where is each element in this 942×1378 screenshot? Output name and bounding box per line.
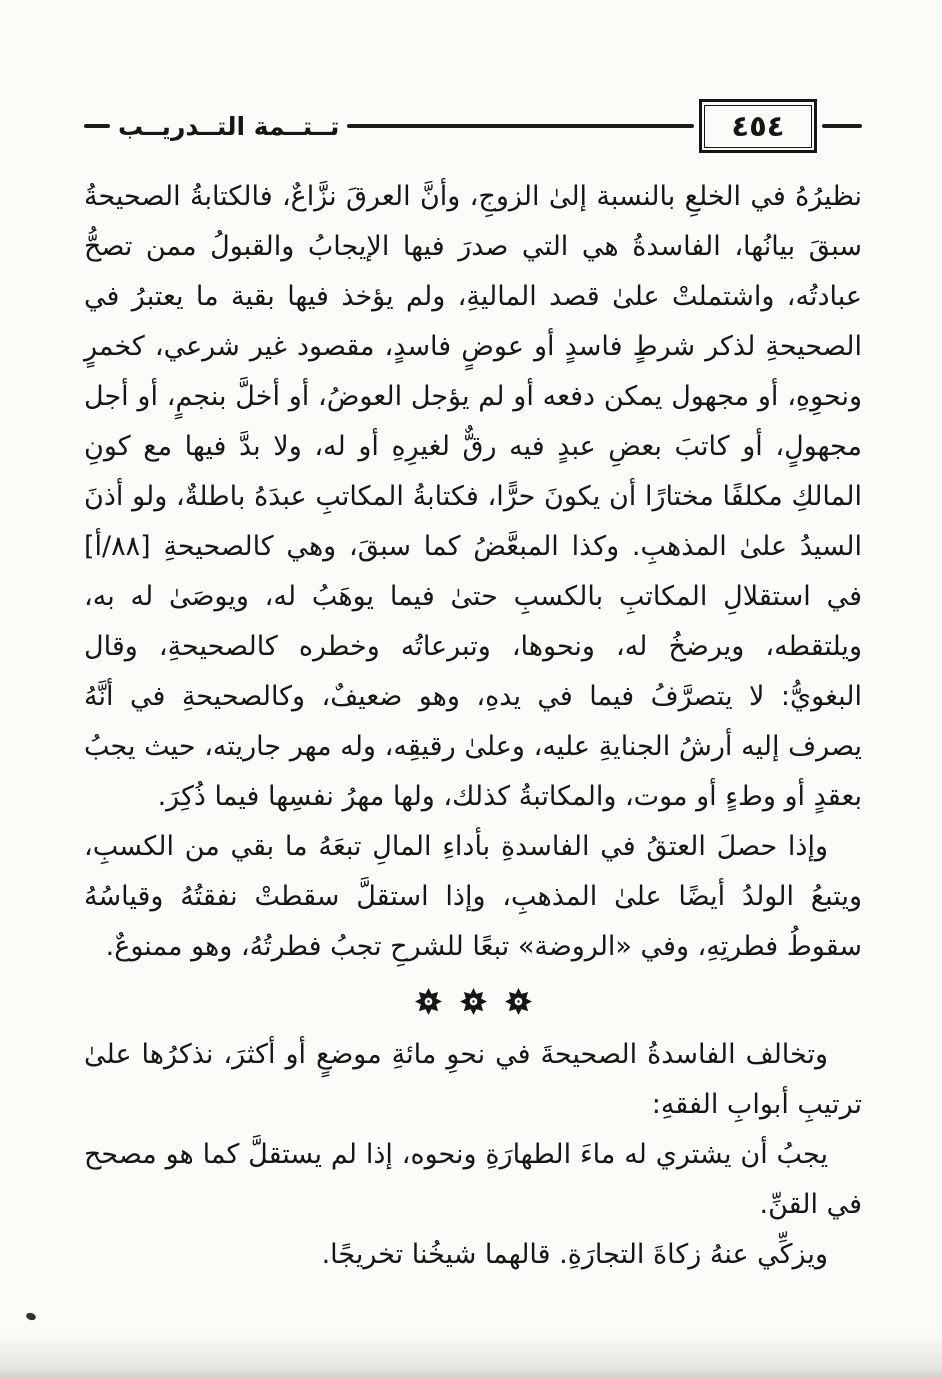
paragraph: يجبُ أن يشتري له ماءَ الطهارَةِ ونحوه، إذا لم يستقلَّ كما هو مصحح في القنِّ. [84, 1139, 862, 1220]
rosette-icon [460, 988, 487, 1015]
header-rule-right-stub [822, 124, 862, 128]
paragraph: وإذا حصلَ العتقُ في الفاسدةِ بأداءِ المالِ تبعَهُ ما بقي من الكسبِ، ويتبعُ الولدُ أيضًا علىٰ المذهبِ، وإذا استقلَّ سقطتْ نفقتُهُ وقياسُهُ سقوطُ فطرتِهِ، وفي «الروضة» تبعًا للشرحِ تجبُ فطرتُهُ، وهو ممنوعٌ. [84, 831, 862, 962]
scan-artifact-speck [25, 1312, 37, 1322]
paragraph: وتخالف الفاسدةُ الصحيحةَ في نحوِ مائةِ موضعٍ أو أكثرَ، نذكرُها علىٰ ترتيبِ أبوابِ الفقهِ: [84, 1039, 862, 1120]
header-rule [347, 124, 693, 128]
running-title: تــتــمة التــدريــب [118, 111, 340, 141]
scan-artifact-shadow [0, 1332, 942, 1378]
header-rule-left-stub [84, 124, 110, 128]
page-number: ٤٥٤ [704, 105, 811, 148]
page-content [84, 96, 862, 1280]
page-header [84, 96, 862, 156]
page-number-box [699, 99, 817, 153]
paragraph: ويزكِّي عنهُ زكاةَ التجارَةِ. قالهما شيخُنا تخريجًا. [321, 1239, 828, 1270]
paragraph: نظيرُهُ في الخلعِ بالنسبة إلىٰ الزوجِ، وأنَّ العرقَ نزَّاعٌ، فالكتابةُ الصحيحةُ سبقَ بيانُها، الفاسدةُ هي التي صدرَ فيها الإيجابُ والقبولُ ممن تصحُّ عبادتُه، واشتملتْ علىٰ قصد الماليةِ، ولم يؤخذ فيها بقية ما يعتبرُ في الصحيحةِ لذكر شرطٍ فاسدٍ أو عوضٍ فاسدٍ، مقصود غير شرعي، كخمرٍ ونحوِهِ، أو مجهول يمكن دفعه أو لم يؤجل العوضُ، أو أخلَّ بنجمٍ، أو أجل مجهولٍ، أو كاتبَ بعضِ عبدٍ فيه رقٌّ لغيرِهِ أو له، ولا بدَّ فيها مع كونِ المالكِ مكلفًا مختارًا أن يكونَ حرًّا، فكتابةُ المكاتبِ عبدَهُ باطلةٌ، ولو أذنَ السيدُ علىٰ المذهبِ. وكذا المبعَّضُ كما سبقَ، وهي كالصحيحةِ [٨٨/أ] في استقلالِ المكاتبِ بالكسبِ حتىٰ فيما يوهَبُ له، ويوصَىٰ له به، ويلتقطه، ويرضخُ له، ونحوها، وتبرعاتُه وخطره كالصحيحةِ، وقال البغويُّ: لا يتصرَّفُ فيما في يدهِ، وهو ضعيفٌ، وكالصحيحةِ في أنَّهُ يصرف إليه أرشُ الجنايةِ عليه، وعلىٰ رقيقِه، وله مهر جاريته، حيث يجبُ بعقدٍ أو وطءٍ أو موت، والمكاتبةُ كذلك، ولها مهرُ نفسِها فيما ذُكِرَ. [84, 181, 862, 812]
rosette-icon [505, 988, 532, 1015]
rosette-icon [415, 988, 442, 1015]
section-separator [84, 972, 862, 1030]
body-text [84, 172, 862, 1280]
